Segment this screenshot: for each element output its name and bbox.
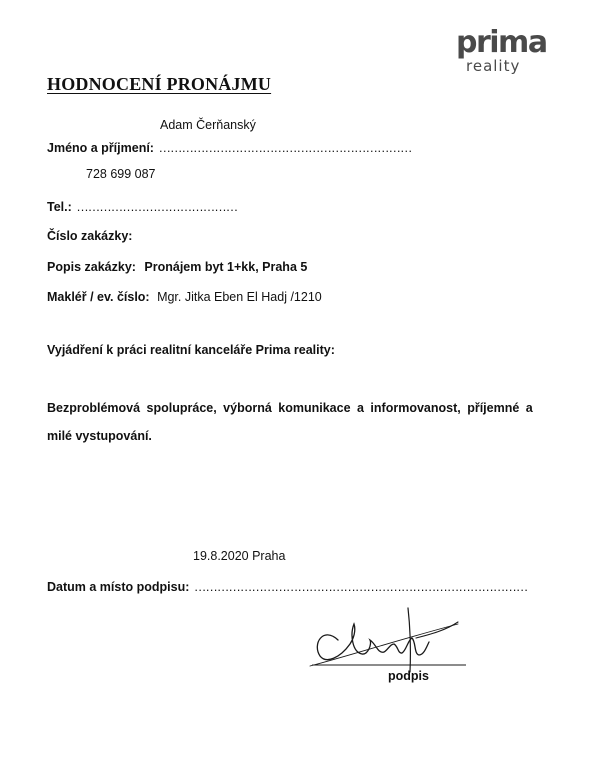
phone-label: Tel.: (47, 200, 72, 214)
order-desc-label: Popis zakázky: (47, 260, 136, 274)
order-desc-value: Pronájem byt 1+kk, Praha 5 (144, 260, 308, 274)
statement-line-1: Bezproblémová spolupráce, výborná komunikace a informovanost, příjemné a (47, 401, 533, 415)
name-value: Adam Čerňanský (160, 118, 256, 132)
phone-field-row (47, 198, 237, 216)
phone-dotted-line: …………………………………… (76, 200, 238, 214)
name-field-row (47, 139, 411, 157)
broker-label: Makléř / ev. číslo: (47, 290, 150, 304)
broker-row (47, 288, 322, 306)
signature-label: podpis (388, 669, 429, 683)
order-number-label: Číslo zakázky: (47, 229, 133, 243)
phone-value: 728 699 087 (86, 167, 156, 181)
page-title: HODNOCENÍ PRONÁJMU (47, 74, 272, 94)
name-dotted-line: ………………………………………………………… (158, 141, 412, 155)
logo-word-prima: prima (456, 25, 547, 60)
statement-heading: Vyjádření k práci realitní kanceláře Prima reality: (47, 343, 335, 357)
date-place-row (47, 578, 527, 596)
statement-line-2: milé vystupování. (47, 429, 152, 443)
broker-value: Mgr. Jitka Eben El Hadj /1210 (157, 290, 322, 304)
logo-word-reality: reality (466, 57, 521, 75)
order-desc-row (47, 258, 307, 276)
date-place-label: Datum a místo podpisu: (47, 580, 190, 594)
date-place-dotted-line: …………………………………………………………………………… (193, 580, 528, 594)
date-place-value: 19.8.2020 Praha (193, 549, 286, 563)
prima-reality-logo (456, 25, 552, 76)
handwritten-signature (298, 600, 478, 680)
name-label: Jméno a příjmení: (47, 141, 154, 155)
